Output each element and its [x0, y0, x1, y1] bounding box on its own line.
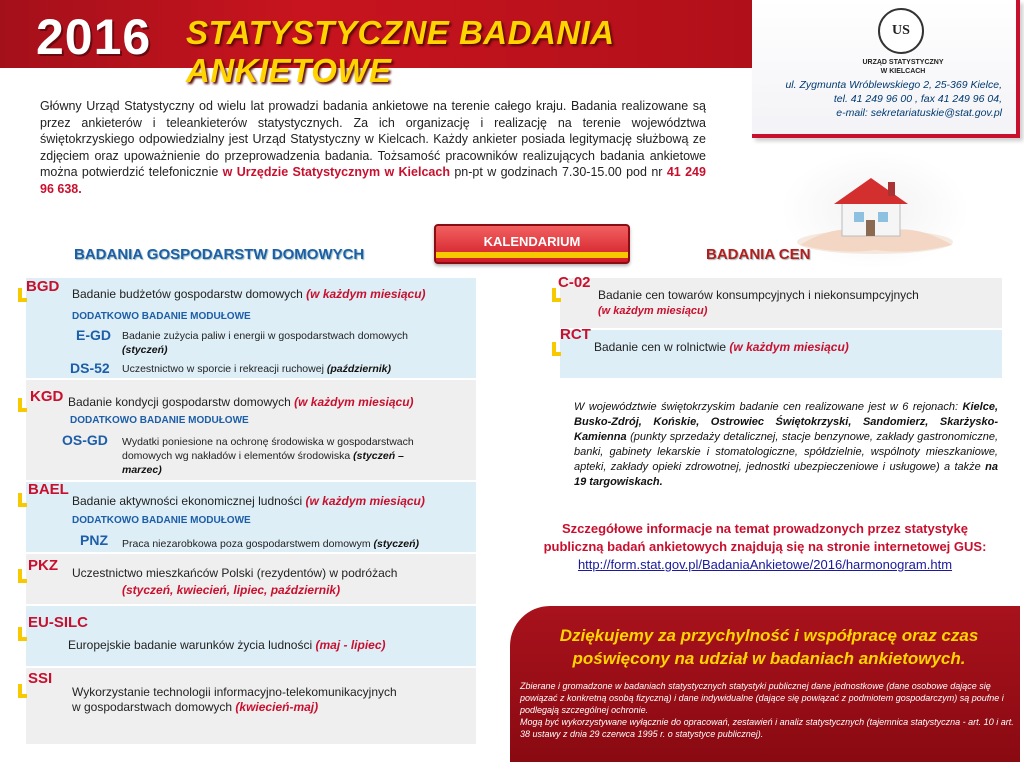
addon-label: DODATKOWO BADANIE MODUŁOWE [72, 311, 251, 322]
survey-code: BAEL [28, 481, 69, 498]
module-description: Uczestnictwo w sporcie i rekreacji ruchowej (październik) [122, 363, 392, 375]
survey-description: Badanie aktywności ekonomicznej ludności (w każdym miesiącu) [72, 494, 425, 508]
survey-code: SSI [28, 670, 53, 687]
office-name: URZĄD STATYSTYCZNY W KIELCACH [862, 59, 944, 75]
office-address: ul. Zygmunta Wróblewskiego 2, 25-369 Kielce, tel. 41 249 96 00 , fax 41 249 96 04, e-mail: sekretariatuskie@stat.gov.pl [752, 78, 1002, 120]
price-regions-note: W województwie świętokrzyskim badanie cen realizowane jest w 6 rejonach: Kielce, Busko-Zdrój, Końskie, Ostrowiec Świętokrzyski, Sandomierz, Skarżysko-Kamienna (punkty sprzedaży detalicznej, stacje benzynowe, zakłady gastronomiczne, banki, gabinety lekarskie i stomatologiczne, spółdzielnie, wspólnoty mieszkaniowe, apteki, zakłady opieki zdrowotnej, jednostki ubezpieczeniowe i usługowe) a także na 19 targowiskach. [574, 401, 998, 488]
gus-schedule-link[interactable]: http://form.stat.gov.pl/BadaniaAnkietowe/2016/harmonogram.htm [577, 557, 953, 572]
bracket-icon [18, 627, 27, 641]
office-email[interactable]: e-mail: sekretariatuskie@stat.gov.pl [836, 107, 1002, 119]
survey-description: Uczestnictwo mieszkańców Polski (rezydentów) w podróżach [72, 566, 398, 580]
survey-description: Badanie kondycji gospodarstw domowych (w każdym miesiącu) [68, 395, 414, 409]
intro-paragraph: Główny Urząd Statystyczny od wielu lat prowadzi badania ankietowe na terenie całego kraju. Badania realizowane są przez ankieterów i teleankieterów statystycznych. Za ich organizację i realizację na terenie województwa świętokrzyskiego odpowiedzialny jest Urząd Statystyczny w Kielcach. Każdy ankieter posiada legitymację służbową ze zdjęciem oraz upoważnienie do przeprowadzenia badania. Tożsamość pracowników realizujących badania ankietowe można potwierdzić telefonicznie w Urzędzie Statystycznym w Kielcach pn-pt w godzinach 7.30-15.00 pod nr 41 249 96 638. [40, 99, 706, 196]
bracket-icon [18, 684, 27, 698]
details-info: Szczegółowe informacje na temat prowadzonych przez statystykę publiczną badań ankietowych znajdują się na stronie internetowej GUS: http://form.stat.gov.pl/BadaniaAnkietowe/2016/harmonogram.htm [543, 521, 987, 572]
module-description: Praca niezarobkowa poza gospodarstwem domowym (styczeń) [122, 538, 420, 550]
survey-code: BGD [26, 278, 60, 295]
phone-number: 41 249 96 638. [40, 165, 706, 196]
prices-heading: BADANIA CEN [706, 246, 811, 263]
module-code: E-GD [76, 327, 111, 343]
header-band [0, 0, 760, 89]
module-description: Badanie zużycia paliw i energii w gospodarstwach domowych (styczeń) [122, 330, 408, 356]
survey-description: Badanie cen towarów konsumpcyjnych i niekonsumpcyjnych (w każdym miesiącu) [598, 288, 919, 317]
survey-block-eu-silc [26, 606, 476, 666]
survey-description: Europejskie badanie warunków życia ludności (maj - lipiec) [68, 638, 386, 652]
module-code: OS-GD [62, 432, 108, 448]
bracket-icon [18, 569, 27, 583]
module-description: Wydatki poniesione na ochronę środowiska w gospodarstwach domowych wg nakładów i elementów środowiska (styczeń – marzec) [122, 436, 414, 476]
survey-code: C-02 [558, 274, 591, 291]
survey-code: RCT [560, 326, 591, 343]
thanks-title: Dziękujemy za przychylność i współpracę oraz czas poświęcony na udział w badaniach ankietowych. [559, 626, 979, 668]
survey-description: Badanie budżetów gospodarstw domowych (w każdym miesiącu) [72, 287, 426, 301]
office-info-box [752, 0, 1020, 138]
survey-code: KGD [30, 388, 64, 405]
confidentiality-note: Zbierane i gromadzone w badaniach statystycznych statystyki publicznej dane jednostkowe (dane osobowe dające się powiązać z konkretną osobą fizyczną) i dane indywidualne (dające się powiązać z podmiotem gospodarczym) są poufne i podlegają szczególnej ochronie. Mogą być wykorzystywane wyłącznie do opracowań, zestawień i analiz statystycznych (tajemnica statystyczna - art. 10 i art. 38 ustawy z dnia 29 czerwca 1995 r. o statystyce publicznej). [520, 681, 1014, 739]
office-link: w Urzędzie Statystycznym w Kielcach [222, 165, 450, 179]
module-code: PNZ [80, 532, 108, 548]
header-title: STATYSTYCZNE BADANIA ANKIETOWE [186, 14, 614, 89]
header-year: 2016 [36, 9, 152, 65]
bracket-icon [18, 493, 27, 507]
calendar-button[interactable]: KALENDARIUM [434, 224, 630, 264]
survey-description: Badanie cen w rolnictwie (w każdym miesiącu) [594, 340, 849, 354]
bracket-icon [552, 342, 561, 356]
addon-label: DODATKOWO BADANIE MODUŁOWE [72, 515, 251, 526]
bracket-icon [18, 398, 27, 412]
module-code: DS-52 [70, 360, 110, 376]
survey-description: Wykorzystanie technologii informacyjno-telekomunikacyjnych w gospodarstwach domowych (kwiecień-maj) [72, 685, 397, 714]
survey-code: PKZ [28, 557, 58, 574]
addon-label: DODATKOWO BADANIE MODUŁOWE [70, 415, 249, 426]
households-heading: BADANIA GOSPODARSTW DOMOWYCH [74, 246, 365, 263]
thanks-panel [510, 606, 1020, 762]
survey-frequency: (styczeń, kwiecień, lipiec, październik) [122, 583, 341, 597]
survey-code: EU-SILC [28, 614, 88, 631]
us-logo-icon: US [878, 8, 924, 54]
